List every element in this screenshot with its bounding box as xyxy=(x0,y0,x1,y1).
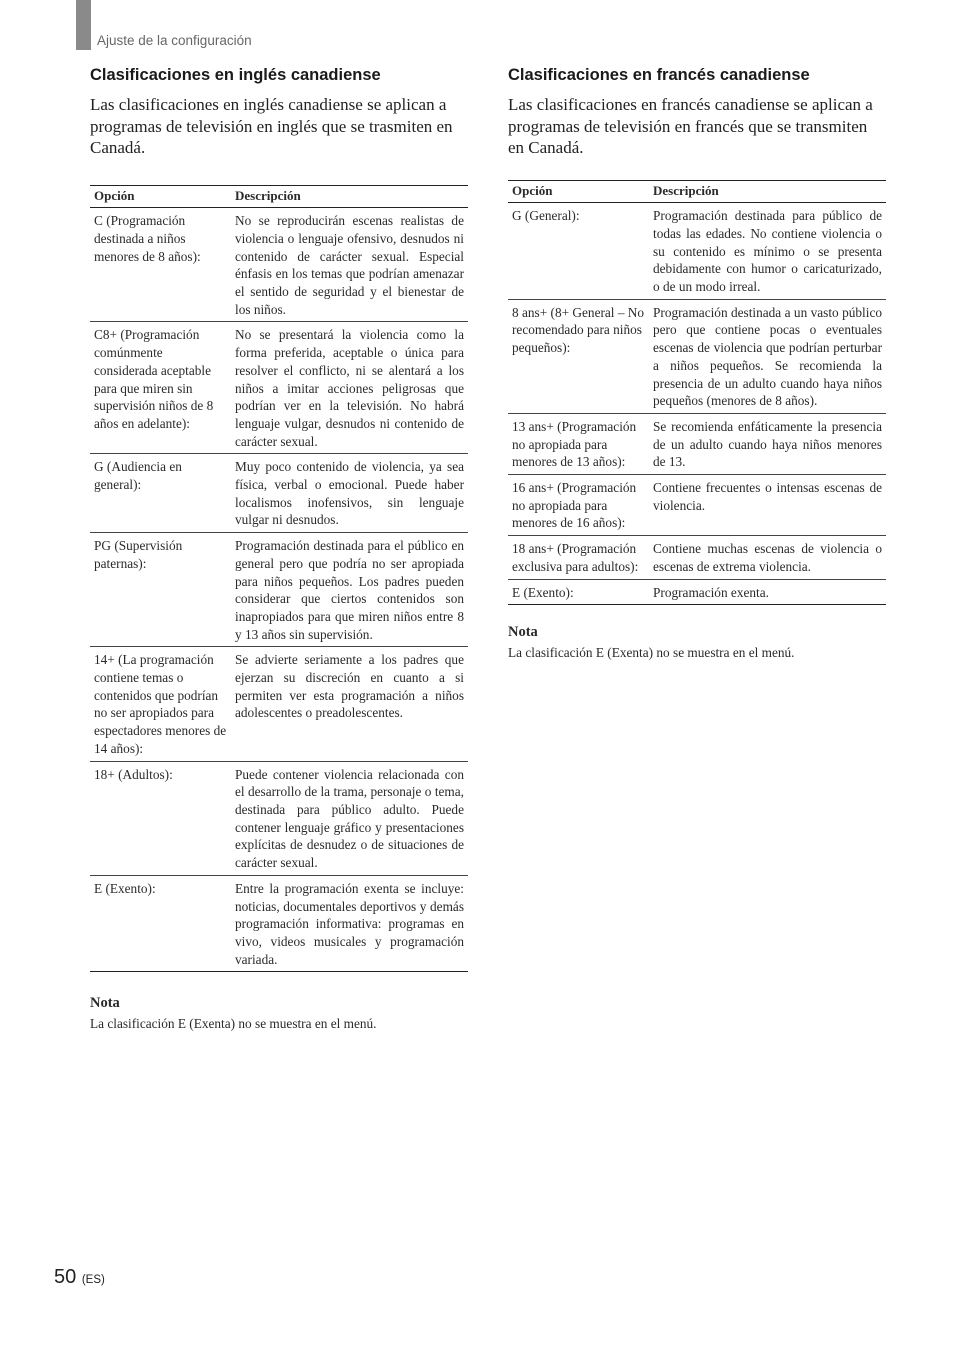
table-row xyxy=(508,536,886,579)
table-row xyxy=(90,875,468,972)
page-number-value: 50 xyxy=(54,1266,77,1288)
french-ratings-title: Clasificaciones en francés canadiense xyxy=(508,66,810,84)
table-row xyxy=(508,579,886,605)
rating-option: E (Exento): xyxy=(90,875,231,972)
column-header-option: Opción xyxy=(90,185,231,208)
rating-description: Programación destinada a un vasto público pero que contiene pocas o eventuales escenas de violencia que podrían perturbar a niños pequeños. Se recomienda la presencia de un adulto cuando haya niños pequeños (menores de 8 años). xyxy=(649,299,886,413)
rating-option: PG (Supervisión paternas): xyxy=(90,533,231,647)
rating-option: C8+ (Programación comúnmente considerada aceptable para que miren sin supervisión niños de 8 años en adelante): xyxy=(90,322,231,454)
rating-description: No se reproducirán escenas realistas de violencia o lenguaje ofensivo, desnudos ni contenido de carácter sexual. Especial énfasis en los temas que podrían amenazar el sentido de seguridad y el bienestar de los niños. xyxy=(231,208,468,322)
rating-description: Programación destinada para el público en general pero que podría no ser apropiada para niños pequeños. Los padres pueden considerar que ciertos contenidos son inapropiados para que miren niños entre 8 y 13 años sin supervisión. xyxy=(231,533,468,647)
table-row xyxy=(508,475,886,536)
english-ratings-section xyxy=(90,64,468,1033)
table-row xyxy=(90,322,468,454)
rating-description: Muy poco contenido de violencia, ya sea física, verbal o emocional. Puede haber localismos inofensivos, sin lenguaje vulgar ni desnudos. xyxy=(231,454,468,533)
column-header-description: Descripción xyxy=(231,185,468,208)
table-row xyxy=(90,647,468,761)
rating-description: Programación destinada para público de todas las edades. No contiene violencia o su contenido es mínimo o se presenta debidamente con humor o caricaturizado, o de un modo irreal. xyxy=(649,203,886,300)
section-marker-bar xyxy=(76,0,91,50)
table-row xyxy=(90,208,468,322)
english-ratings-table xyxy=(90,185,468,973)
rating-description: Programación exenta. xyxy=(649,579,886,605)
page-number xyxy=(54,1266,105,1289)
rating-description: No se presentará la violencia como la forma preferida, aceptable o única para resolver el conflicto, ni se alentará a los niños a imitar acciones peligrosas que podrían ver en la televisión. No habrá lenguaje vulgar, desnudos ni contenido de carácter sexual. xyxy=(231,322,468,454)
note-text: La clasificación E (Exenta) no se muestra en el menú. xyxy=(90,1016,377,1032)
rating-option: E (Exento): xyxy=(508,579,649,605)
rating-option: 16 ans+ (Programación no apropiada para menores de 16 años): xyxy=(508,475,649,536)
french-ratings-intro: Las clasificaciones en francés canadiense se aplican a programas de televisión en francés que se transmiten en Canadá. xyxy=(508,95,873,157)
rating-option: 18+ (Adultos): xyxy=(90,761,231,875)
rating-option: 14+ (La programación contiene temas o contenidos que podrían no ser apropiados para espectadores menores de 14 años): xyxy=(90,647,231,761)
running-head: Ajuste de la configuración xyxy=(97,33,252,48)
rating-description: Se recomienda enfáticamente la presencia de un adulto cuando haya niños menores de 13. xyxy=(649,413,886,474)
rating-option: C (Programación destinada a niños menores de 8 años): xyxy=(90,208,231,322)
french-ratings-table xyxy=(508,180,886,606)
table-row xyxy=(90,454,468,533)
english-ratings-title: Clasificaciones en inglés canadiense xyxy=(90,66,381,84)
note-title: Nota xyxy=(508,624,538,641)
table-row xyxy=(90,761,468,875)
note-text: La clasificación E (Exenta) no se muestra en el menú. xyxy=(508,645,795,661)
column-header-description: Descripción xyxy=(649,180,886,203)
french-ratings-section xyxy=(508,64,886,662)
note-title: Nota xyxy=(90,995,120,1012)
table-row xyxy=(508,203,886,300)
page-language-suffix: (ES) xyxy=(81,1274,105,1286)
table-row xyxy=(508,299,886,413)
column-header-option: Opción xyxy=(508,180,649,203)
rating-option: G (General): xyxy=(508,203,649,300)
rating-description: Puede contener violencia relacionada con el desarrollo de la trama, personaje o tema, destinada para público adulto. Puede contener lenguaje gráfico y presentaciones explícitas de desnudez o de situaciones de carácter sexual. xyxy=(231,761,468,875)
rating-option: G (Audiencia en general): xyxy=(90,454,231,533)
rating-description: Se advierte seriamente a los padres que ejerzan su discreción en cuanto a si permiten ver esta programación a niños adolescentes o preadolescentes. xyxy=(231,647,468,761)
rating-description: Contiene frecuentes o intensas escenas de violencia. xyxy=(649,475,886,536)
rating-option: 8 ans+ (8+ General – No recomendado para niños pequeños): xyxy=(508,299,649,413)
rating-description: Entre la programación exenta se incluye: noticias, documentales deportivos y demás programación informativa: programas en vivo, videos musicales y programación variada. xyxy=(231,875,468,972)
rating-option: 18 ans+ (Programación exclusiva para adultos): xyxy=(508,536,649,579)
rating-description: Contiene muchas escenas de violencia o escenas de extrema violencia. xyxy=(649,536,886,579)
table-row xyxy=(508,413,886,474)
rating-option: 13 ans+ (Programación no apropiada para menores de 13 años): xyxy=(508,413,649,474)
english-ratings-intro: Las clasificaciones en inglés canadiense se aplican a programas de televisión en inglés que se trasmiten en Canadá. xyxy=(90,95,453,157)
table-row xyxy=(90,533,468,647)
